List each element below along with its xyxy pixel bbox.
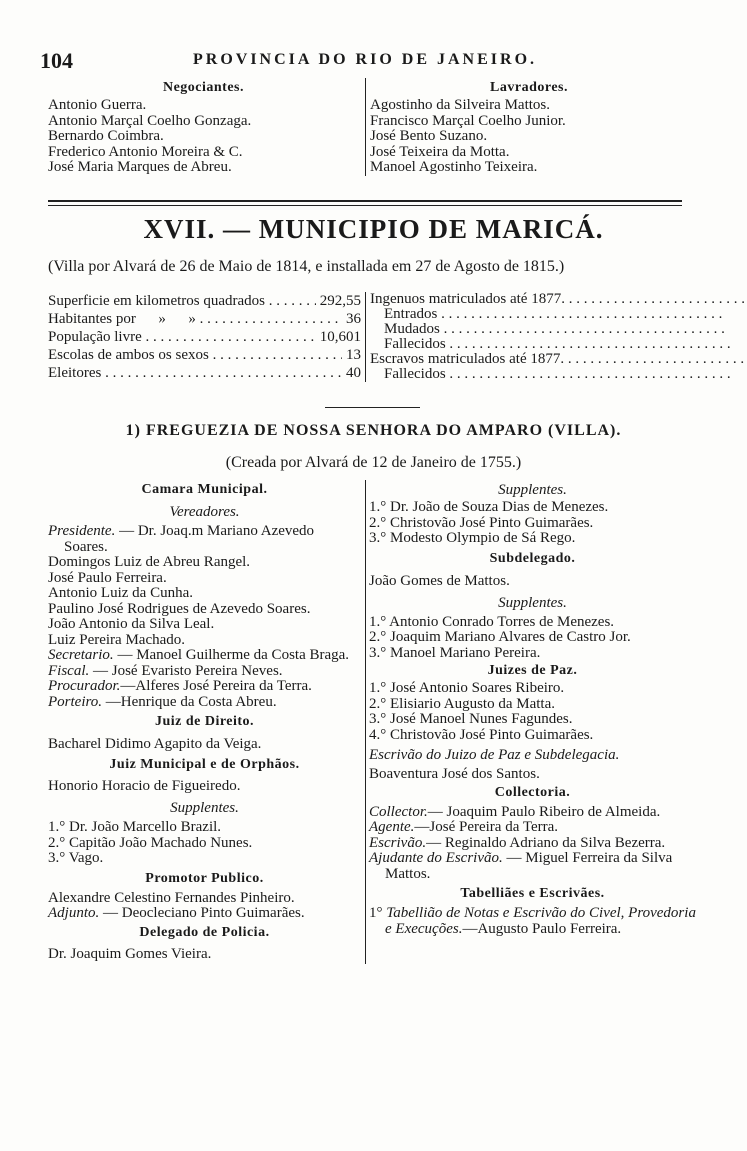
person-name: — Manoel Guilherme da Costa Braga. [117,647,350,663]
lavradores-list [370,98,688,176]
ordinal: 1° [369,905,383,921]
list-item: 3.° Manoel Mariano Pereira. [369,644,541,661]
list-item: José Teixeira da Motta. [370,143,510,160]
porteiro-entry [48,695,361,711]
municipio-title: XVII. — MUNICIPIO DE MARICÁ. [143,214,604,244]
juiz-direito-name: Bacharel Didimo Agapito da Veiga. [48,736,262,752]
negociantes-list [48,98,359,176]
page-number: 104 [40,48,73,73]
escrivao-entry [369,836,696,852]
person-name: —José Pereira da Terra. [414,819,559,835]
vereadores-heading: Vereadores. [169,504,240,520]
stat-row [48,292,361,310]
list-item: Frederico Antonio Moreira & C. [48,143,243,160]
collector-entry [369,805,696,821]
list-item: Bernardo Coimbra. [48,128,164,144]
statistics-right [366,292,747,382]
role-label: Collector. [369,803,428,820]
list-item: 1.° José Antonio Soares Ribeiro. [369,680,565,696]
statistics-left [48,292,366,382]
stat-row [370,307,747,322]
person-name: — Dr. Joaq.m Mariano Azevedo Soares. [64,523,315,555]
list-item: Antonio Marçal Coelho Gonzaga. [48,112,252,129]
list-item: Agostinho da Silveira Mattos. [370,97,550,113]
stat-label: Fallecidos . . . [384,337,747,352]
stat-label: Entrados . . . [384,307,747,322]
stat-label: Eleitores . . . [48,364,342,382]
supplentes-heading: Supplentes. [170,800,239,816]
stat-row [370,337,747,352]
person-name: —Alferes José Pereira da Terra. [120,678,312,694]
list-item: Manoel Agostinho Teixeira. [370,159,538,175]
stat-label: Fallecidos . . . [384,367,747,382]
stat-label: Mudados . . . [384,322,747,337]
juiz-municipal-heading: Juiz Municipal e de Orphãos. [109,757,300,772]
list-item: Antonio Luiz da Cunha. [48,585,193,601]
list-item: 1.° Antonio Conrado Torres de Menezes. [369,613,615,630]
list-item: 2.° Christovão José Pinto Guimarães. [369,514,594,531]
role-label: Escrivão. [369,834,427,851]
stat-value: 13 [346,347,361,363]
list-item: Paulino José Rodrigues de Azevedo Soares. [48,600,311,617]
stat-row [48,310,361,328]
supplentes-heading: Supplentes. [498,482,567,498]
stat-row [370,352,747,367]
person-name: —Augusto Paulo Ferreira. [462,920,622,937]
stat-row [370,292,747,307]
freguezia-note: (Creada por Alvará de 12 de Janeiro de 1755.) [225,454,522,471]
person-name: — Joaquim Paulo Ribeiro de Almeida. [427,803,661,820]
juiz-municipal-name: Honorio Horacio de Figueiredo. [48,778,241,794]
juizes-heading: Juizes de Paz. [487,663,578,678]
stat-label: População livre . . . [48,328,316,346]
stat-row [48,364,361,382]
tabelliao-entry [369,906,696,937]
list-item: 3.° Vago. [48,850,104,866]
ajudante-entry [369,851,696,882]
page-header [40,48,690,74]
list-item: José Maria Marques de Abreu. [48,159,232,175]
procurador-entry [48,679,361,695]
promotor-name: Alexandre Celestino Fernandes Pinheiro. [48,889,295,906]
list-item: José Paulo Ferreira. [48,569,167,586]
person-name: — Miguel Ferreira da Silva Mattos. [385,850,673,882]
negociantes-column [48,78,366,176]
escrivao-paz-heading: Escrivão do Juizo de Paz e Subdelegacia. [369,747,620,763]
list-item: 1.° Dr. João de Souza Dias de Menezes. [369,499,609,515]
lavradores-column [366,78,688,176]
tabelliaes-heading: Tabelliães e Escrivães. [460,886,605,901]
role-label: Fiscal. [48,662,90,679]
freguezia-title: 1) FREGUEZIA DE NOSSA SENHORA DO AMPARO (VILLA). [125,422,622,439]
fiscal-entry [48,664,361,680]
list-item: Domingos Luiz de Abreu Rangel. [48,554,251,570]
role-label: Adjunto. [48,905,100,921]
person-name: — José Evaristo Pereira Neves. [93,662,283,679]
list-item: 1.° Dr. João Marcello Brazil. [48,819,222,835]
list-item: 3.° José Manoel Nunes Fagundes. [369,711,573,727]
list-item: Francisco Marçal Coelho Junior. [370,112,566,129]
negociantes-heading: Negociantes. [162,80,245,95]
list-item: Luiz Pereira Machado. [48,631,186,648]
person-name: — Reginaldo Adriano da Silva Bezerra. [426,834,666,851]
directory-left [48,480,366,964]
list-item: Antonio Guerra. [48,97,147,113]
top-lists [48,78,688,176]
list-item: 2.° Capitão João Machado Nunes. [48,834,253,851]
subdelegado-name: João Gomes de Mattos. [369,572,510,589]
delegado-heading: Delegado de Policia. [139,924,270,940]
adjunto-entry [48,906,361,922]
short-divider [325,407,420,408]
stat-row [48,328,361,346]
stat-row [48,346,361,364]
stat-label: Superficie em kilometros quadrados . . . [48,292,316,310]
stat-label: Escolas de ambos os sexos . . . [48,346,342,364]
person-name: —Henrique da Costa Abreu. [105,693,277,710]
role-label: Porteiro. [48,693,103,710]
supplentes-heading: Supplentes. [498,594,567,611]
agente-entry [369,820,696,836]
list-item: 4.° Christovão José Pinto Guimarães. [369,726,594,743]
stat-label: Ingenuos matriculados até 1877. . . . [370,292,747,307]
collectoria-heading: Collectoria. [494,784,571,800]
stat-value: 10,601 [319,329,361,345]
directory-columns [48,480,698,964]
running-title: PROVINCIA DO RIO DE JANEIRO. [192,51,538,68]
lavradores-heading: Lavradores. [490,80,568,95]
directory-right [366,480,696,964]
list-item: João Antonio da Silva Leal. [48,616,215,632]
promotor-heading: Promotor Publico. [145,870,264,886]
camara-heading: Camara Municipal. [141,482,268,497]
person-name: — Deocleciano Pinto Guimarães. [103,905,305,921]
role-label: Procurador. [48,678,121,694]
secretario-entry [48,648,361,664]
stat-label: Habitantes por » » . . . [48,310,342,328]
delegado-name: Dr. Joaquim Gomes Vieira. [48,945,212,962]
list-item: José Bento Suzano. [370,128,488,144]
role-label: Presidente. [48,523,116,539]
role-label: Tabellião de Notas e Escrivão do Civel, Provedoria e Execuções. [385,905,696,937]
juiz-direito-heading: Juiz de Direito. [154,714,255,729]
stat-value: 36 [346,311,361,327]
stat-row [370,322,747,337]
escrivao-paz-name: Boaventura José dos Santos. [369,766,540,782]
divider [48,205,682,206]
stat-value: 292,55 [319,293,361,309]
divider [48,200,682,202]
stat-row [370,367,747,382]
role-label: Agente. [369,819,415,835]
list-item: 2.° Joaquim Mariano Alvares de Castro Jor. [369,629,631,645]
role-label: Ajudante do Escrivão. [369,850,503,866]
presidente-entry [48,524,361,555]
list-item: 2.° Elisiario Augusto da Matta. [369,695,555,712]
list-item: 3.° Modesto Olympio de Sá Rego. [369,530,576,546]
stat-label: Escravos matriculados até 1877. . . . [370,352,747,367]
statistics-block [48,292,688,382]
municipio-note: (Villa por Alvará de 26 de Maio de 1814, e installada em 27 de Agosto de 1815.) [48,258,565,275]
subdelegado-heading: Subdelegado. [489,550,576,566]
stat-value: 40 [346,365,361,381]
role-label: Secretario. [48,647,114,663]
